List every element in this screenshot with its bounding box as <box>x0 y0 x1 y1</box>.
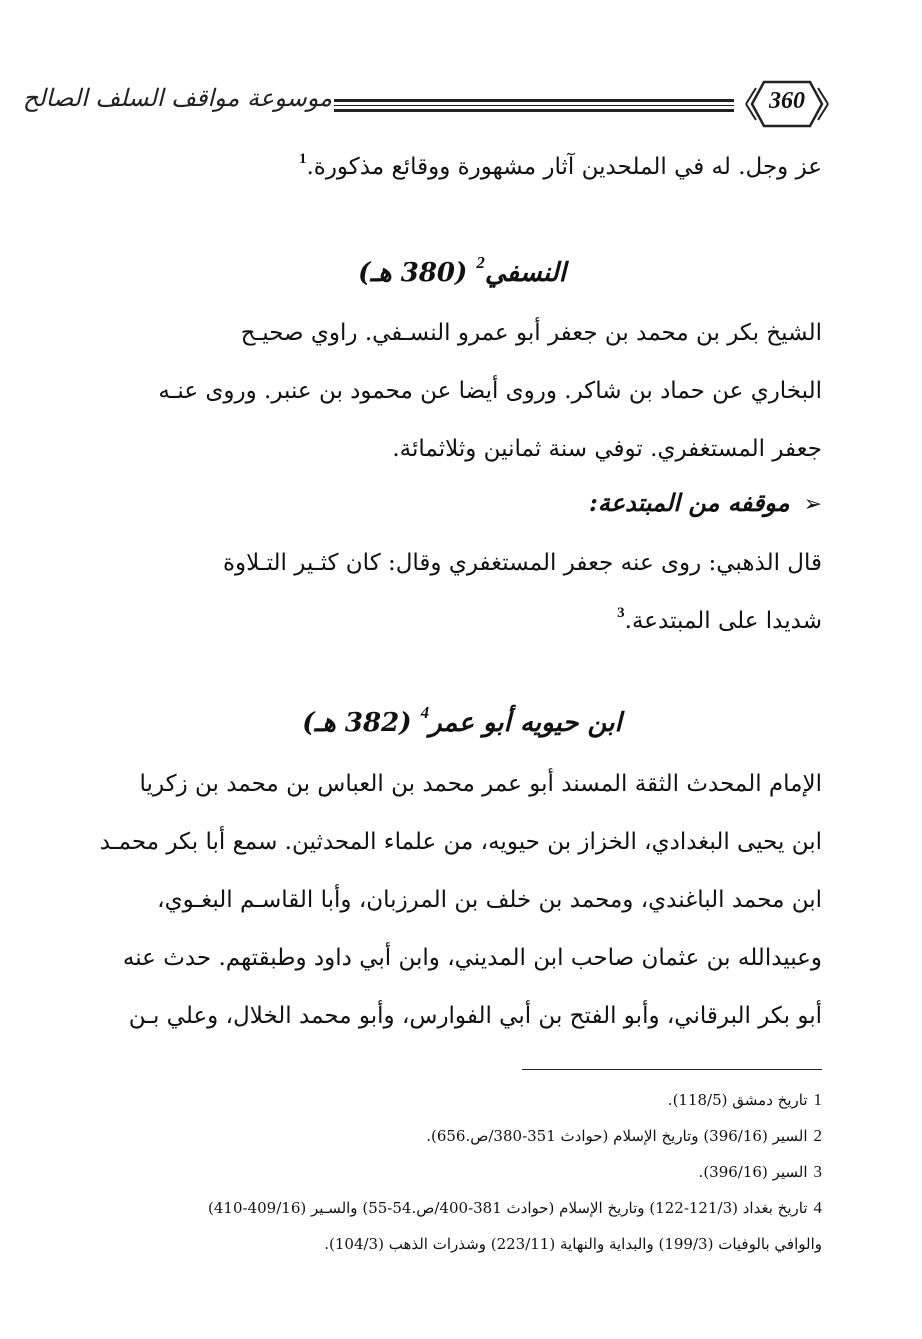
footnote-text: تاريخ بغداد (121/3-122) وتاريخ الإسلام (حوادث 381-400/ص.54-55) والسـير (409/16-410) <box>208 1199 808 1217</box>
heading-date: (380 هـ) <box>358 258 468 288</box>
footnote-continuation <box>82 1226 822 1262</box>
footnote-number: 2 <box>813 1126 822 1145</box>
intro-text: عز وجل. له في الملحدين آثار مشهورة ووقائع مذكورة. <box>306 154 822 180</box>
text-line: الإمام المحدث الثقة المسند أبو عمر محمد بن العباس بن محمد بن زكريا <box>139 771 822 797</box>
intro-paragraph <box>82 138 822 196</box>
section-heading-nasafi <box>82 253 842 288</box>
section1-paragraph <box>82 304 822 478</box>
text-line: البخاري عن حماد بن شاكر. وروى أيضا عن محمود بن عنبر. وروى عنـه <box>158 378 822 404</box>
footnote <box>82 1082 822 1118</box>
page-number: 360 <box>769 88 805 114</box>
text-line: أبو بكر البرقاني، وأبو الفتح بن أبي الفوارس، وأبو محمد الخلال، وعلي بـن <box>128 1003 822 1029</box>
footnote <box>82 1154 822 1190</box>
footnote-ref: 1 <box>298 151 307 167</box>
text-line: شديدا على المبتدعة. <box>624 608 822 634</box>
heading-name: ابن حيويه أبو عمر <box>429 708 622 738</box>
header-rule <box>334 99 734 113</box>
footnote-number: 1 <box>813 1090 822 1109</box>
footnote-separator <box>522 1069 822 1070</box>
footnotes <box>82 1082 822 1262</box>
stance-paragraph <box>82 534 822 650</box>
footnote-text: السير (396/16). <box>698 1163 808 1181</box>
text-line: ابن يحيى البغدادي، الخزاز بن حيويه، من علماء المحدثين. سمع أبا بكر محمـد <box>99 829 822 855</box>
footnote-number: 4 <box>813 1198 822 1217</box>
page-number-badge <box>742 78 832 130</box>
text-line: ابن محمد الباغندي، ومحمد بن خلف بن المرزبان، وأبا القاسـم البغـوي، <box>157 887 822 913</box>
page-header <box>22 78 832 128</box>
footnote-number: 3 <box>813 1162 822 1181</box>
heading-name: النسفي <box>484 258 566 288</box>
arrow-bullet-icon: ➢ <box>803 492 822 517</box>
footnote-text: السير (396/16) وتاريخ الإسلام (حوادث 351-380/ص.656). <box>426 1127 808 1145</box>
section2-paragraph <box>82 755 822 1045</box>
footnote-text: تاريخ دمشق (118/5). <box>667 1091 808 1109</box>
footnote <box>82 1118 822 1154</box>
section-heading-ibn-hayawayh <box>82 703 842 738</box>
footnote-ref: 4 <box>420 703 430 722</box>
text-line: وعبيدالله بن عثمان صاحب ابن المديني، وابن أبي داود وطبقتهم. حدث عنه <box>122 945 822 971</box>
footnote-ref: 3 <box>617 605 625 621</box>
stance-title: موقفه من المبتدعة: <box>589 488 790 517</box>
heading-date: (382 هـ) <box>302 708 412 738</box>
footnote-ref: 2 <box>476 253 485 272</box>
text-line: قال الذهبي: روى عنه جعفر المستغفري وقال: كان كثـير التـلاوة <box>222 550 822 576</box>
stance-subheading <box>82 488 822 517</box>
book-title: موسوعة مواقف السلف الصالح <box>22 84 332 112</box>
text-line: جعفر المستغفري. توفي سنة ثمانين وثلاثمائة. <box>392 436 822 462</box>
footnote-text: والوافي بالوفيات (199/3) والبداية والنهاية (223/11) وشذرات الذهب (104/3). <box>324 1235 822 1253</box>
footnote <box>82 1190 822 1226</box>
text-line: الشيخ بكر بن محمد بن جعفر أبو عمرو النسـفي. راوي صحيـح <box>240 320 822 346</box>
